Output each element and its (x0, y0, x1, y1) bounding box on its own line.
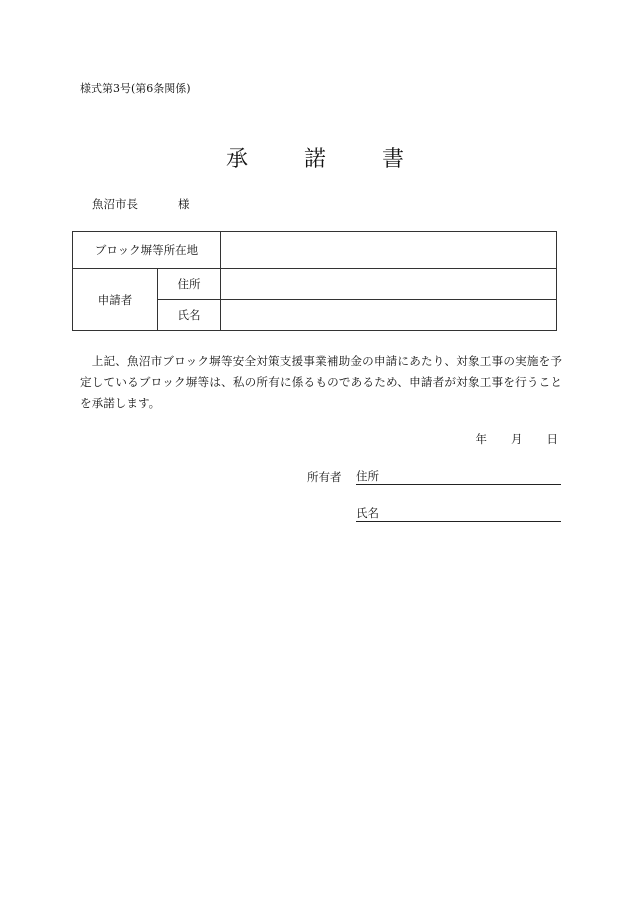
applicant-label: 申請者 (73, 269, 158, 331)
owner-address-field[interactable] (356, 468, 561, 485)
consent-statement-text: 上記、魚沼市ブロック塀等安全対策支援事業補助金の申請にあたり、対象工事の実施を予定しているブロック塀等は、私の所有に係るものであるため、申請者が対象工事を行うことを承諾します。 (80, 354, 562, 410)
date-line (476, 431, 559, 447)
addressee-honorific: 様 (178, 197, 190, 211)
title-char-2: 諾 (304, 147, 327, 172)
location-value-field[interactable] (221, 232, 557, 269)
owner-label: 所有者 (307, 470, 342, 484)
owner-name-label: 氏名 (356, 506, 379, 520)
form-number: 様式第3号(第6条関係) (80, 82, 191, 95)
applicant-address-label: 住所 (158, 269, 221, 300)
date-day: 日 (546, 432, 558, 446)
application-info-table (72, 231, 557, 331)
owner-address-label: 住所 (356, 469, 379, 483)
applicant-name-label: 氏名 (158, 300, 221, 331)
consent-statement (80, 351, 562, 414)
addressee (92, 196, 190, 212)
title-char-1: 承 (226, 147, 249, 172)
document-title (0, 142, 630, 173)
date-year: 年 (475, 432, 487, 446)
owner-name-field[interactable] (356, 505, 561, 522)
applicant-address-field[interactable] (221, 269, 557, 300)
date-month: 月 (511, 432, 523, 446)
location-label: ブロック塀等所在地 (73, 232, 221, 269)
applicant-name-field[interactable] (221, 300, 557, 331)
title-char-3: 書 (382, 147, 405, 172)
addressee-name: 魚沼市長 (92, 197, 138, 211)
